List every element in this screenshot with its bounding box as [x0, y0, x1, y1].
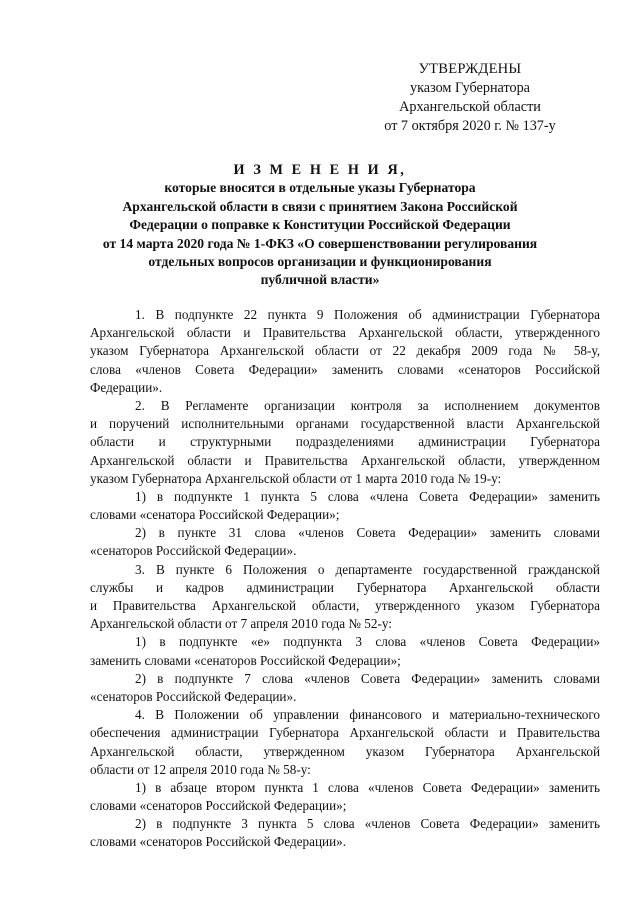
text-line: заменить словами «сенаторов Российской Федерации»;	[90, 652, 401, 668]
approval-line-1: указом Губернатора	[410, 80, 530, 96]
approval-line-2: Архангельской области	[399, 99, 541, 115]
text-line: 1) в абзаце втором пункта 1 слова «членов Совета Федерации» заменить	[135, 779, 600, 795]
text-line: 3. В пункте 6 Положения о департаменте государственной гражданской	[135, 561, 600, 577]
text-line: области и структурными подразделениями администрации Губернатора	[90, 434, 600, 450]
text-line: Архангельской области, утвержденном указом Губернатора Архангельской	[90, 743, 600, 759]
heading-title: И З М Е Н Е Н И Я,	[233, 162, 407, 178]
text-line: службы и кадров администрации Губернатора Архангельской области	[90, 579, 600, 595]
paragraph	[90, 706, 600, 779]
paragraph	[90, 488, 600, 524]
heading-line: от 14 марта 2020 года № 1-ФКЗ «О совершенствовании регулирования	[102, 235, 538, 251]
heading-line: Федерации о поправке к Конституции Российской Федерации	[129, 217, 511, 233]
text-line: обеспечения администрации Губернатора Архангельской области и Правительства	[90, 725, 600, 741]
text-line: «сенаторов Российской Федерации».	[90, 688, 297, 704]
heading-line: которые вносятся в отдельные указы Губернатора	[164, 180, 476, 196]
text-line: и Правительства Архангельской области, утвержденного указом Губернатора	[90, 598, 600, 613]
paragraph	[90, 633, 600, 669]
paragraph	[90, 397, 600, 488]
text-line: и поручений исполнительными органами государственной власти Архангельской	[90, 416, 600, 432]
text-line: Федерации».	[90, 379, 163, 395]
text-line: 2) в подпункте 7 слова «членов Совета Федерации» заменить словами	[135, 670, 600, 686]
heading-line: отдельных вопросов организации и функционирования	[148, 254, 492, 270]
text-line: указом Губернатора Архангельской области от 22 декабря 2009 года № 58-у,	[90, 343, 600, 359]
text-line: словами «сенаторов Российской Федерации»;	[90, 798, 347, 814]
heading-line: публичной власти»	[260, 272, 380, 288]
approval-line-3: от 7 октября 2020 г. № 137-у	[384, 118, 556, 134]
approval-title: УТВЕРЖДЕНЫ	[418, 61, 522, 77]
text-line: 2) в подпункте 3 пункта 5 слова «членов Совета Федерации» заменить	[135, 816, 600, 832]
paragraph	[90, 779, 600, 815]
text-line: области от 12 апреля 2010 года № 58-у:	[90, 761, 311, 777]
text-line: слова «членов Совета Федерации» заменить словами «сенаторов Российской	[90, 361, 600, 377]
text-line: 1. В подпункте 22 пункта 9 Положения об администрации Губернатора	[135, 307, 600, 322]
text-line: 2. В Регламенте организации контроля за исполнением документов	[135, 397, 600, 413]
text-line: 1) в подпункте 1 пункта 5 слова «члена Совета Федерации» заменить	[135, 488, 600, 504]
text-line: Архангельской области от 7 апреля 2010 года № 52-у:	[90, 616, 392, 632]
heading-line: Архангельской области в связи с принятием Закона Российской	[122, 198, 518, 214]
text-line: «сенаторов Российской Федерации».	[90, 543, 297, 559]
paragraph	[90, 524, 600, 560]
approval-stamp	[360, 60, 580, 136]
paragraph	[90, 670, 600, 706]
paragraph	[90, 561, 600, 634]
text-line: словами «сенатора Российской Федерации»;	[90, 507, 340, 523]
text-line: словами «сенаторов Российской Федерации».	[90, 834, 347, 850]
text-line: 1) в подпункте «е» подпункта 3 слова «членов Совета Федерации»	[135, 634, 600, 650]
document-heading	[90, 161, 550, 290]
paragraph	[90, 815, 600, 851]
paragraph	[90, 306, 600, 397]
text-line: 2) в пункте 31 слова «членов Совета Федерации» заменить словами	[135, 525, 600, 541]
document-body	[90, 306, 600, 852]
text-line: Архангельской области и Правительства Архангельской области, утвержденном	[90, 452, 600, 468]
text-line: 4. В Положении об управлении финансового и материально-технического	[135, 707, 600, 723]
text-line: указом Губернатора Архангельской области от 1 марта 2010 года № 19-у:	[90, 470, 502, 486]
text-line: Архангельской области и Правительства Архангельской области, утвержденного	[90, 325, 600, 341]
